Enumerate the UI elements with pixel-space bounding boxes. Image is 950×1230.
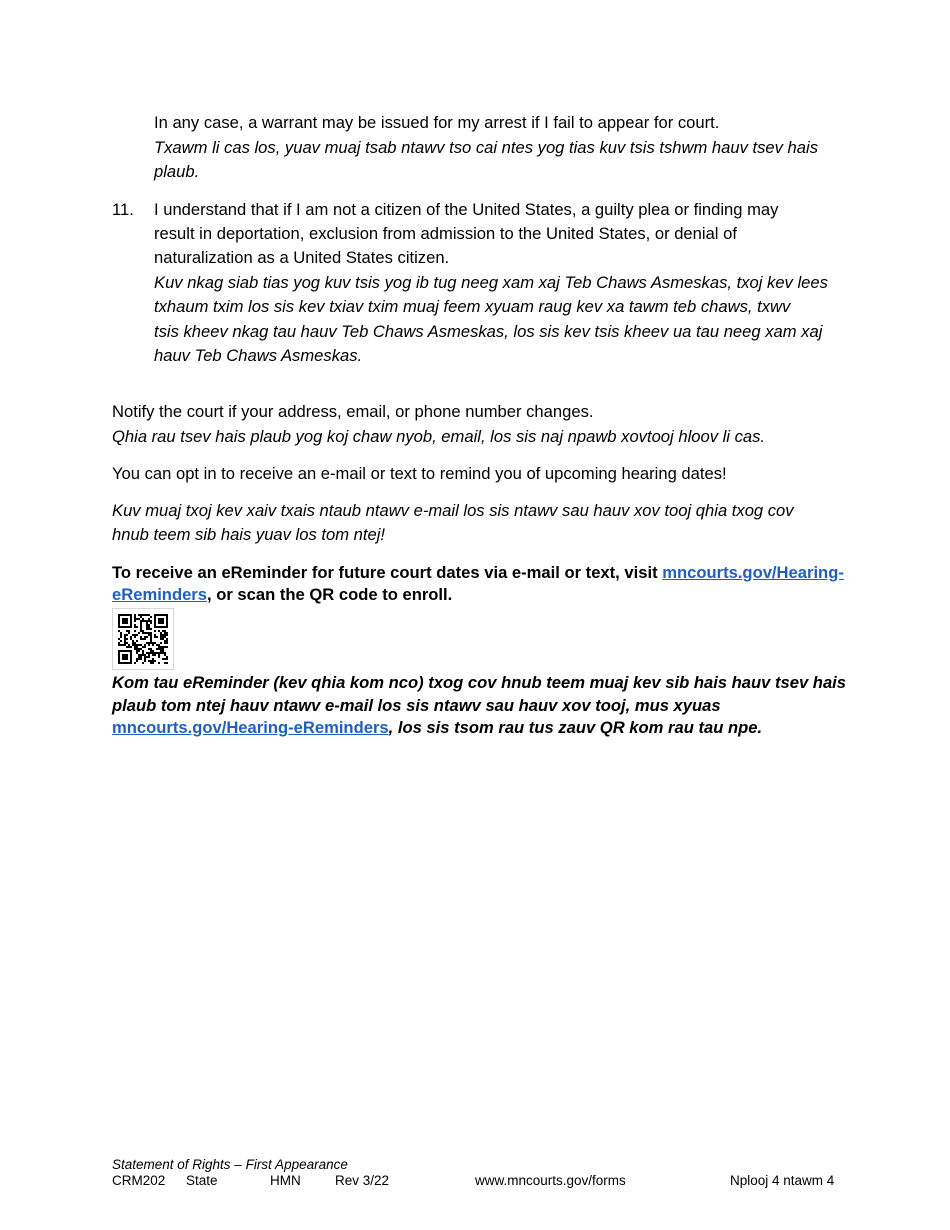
optin-hmong-line: hnub teem sib hais yuav los tom ntej!	[112, 525, 386, 544]
footer-language: HMN	[270, 1173, 301, 1188]
footer-state: State	[186, 1173, 218, 1188]
item11-hmong-line: txhaum txim los sis kev txiav txim muaj feem xyuam raug kev xa tawm teb chaws, txwv	[154, 297, 791, 316]
item11-hmong-line: Kuv nkag siab tias yog kuv tsis yog ib tug neeg xam xaj Teb Chaws Asmeskas, txoj kev lees	[154, 273, 828, 292]
item11-english-line: naturalization as a United States citizen.	[154, 248, 450, 267]
hearing-ereminders-link-hmong[interactable]: mncourts.gov/Hearing-eReminders	[112, 718, 389, 737]
item11-english-line: I understand that if I am not a citizen of the United States, a guilty plea or finding may	[154, 200, 779, 219]
ereminder-english-line2	[112, 583, 452, 608]
ereminder-hmong-line: Kom tau eReminder (kev qhia kom nco) txog cov hnub teem muaj kev sib hais hauv tsev hais	[112, 673, 847, 692]
continuation-english: In any case, a warrant may be issued for my arrest if I fail to appear for court.	[154, 113, 720, 132]
qr-code-graphic	[113, 609, 173, 669]
footer-page-number: Nplooj 4 ntawm 4	[730, 1173, 835, 1188]
hearing-ereminders-link[interactable]: mncourts.gov/Hearing-	[662, 563, 844, 582]
ereminder-hmong-line3	[112, 716, 762, 741]
item11-english-line: result in deportation, exclusion from admission to the United States, or denial of	[154, 224, 737, 243]
notify-english: Notify the court if your address, email, or phone number changes.	[112, 402, 594, 421]
ereminder-english-line1	[112, 561, 844, 586]
continuation-hmong-line: Txawm li cas los, yuav muaj tsab ntawv tso cai ntes yog tias kuv tsis tshwm hauv tsev hais	[154, 138, 819, 157]
ereminder-english-prefix: To receive an eReminder for future court dates via e-mail or text, visit	[112, 563, 663, 582]
hearing-ereminders-link-continued[interactable]: eReminders	[112, 585, 207, 604]
footer-form-number: CRM202	[112, 1173, 166, 1188]
footer-title: Statement of Rights – First Appearance	[112, 1157, 348, 1172]
qr-code-icon[interactable]	[112, 608, 174, 670]
notify-hmong: Qhia rau tsev hais plaub yog koj chaw nyob, email, los sis naj npawb xovtooj hloov li cas.	[112, 427, 766, 446]
ereminder-english-suffix: , or scan the QR code to enroll.	[207, 585, 453, 604]
ereminder-hmong-suffix: , los sis tsom rau tus zauv QR kom rau tau npe.	[388, 718, 763, 737]
continuation-hmong-line: plaub.	[154, 162, 200, 181]
item11-hmong-line: hauv Teb Chaws Asmeskas.	[154, 346, 363, 365]
optin-english: You can opt in to receive an e-mail or text to remind you of upcoming hearing dates!	[112, 464, 727, 483]
item-number: 11.	[112, 200, 134, 219]
ereminder-hmong-line: plaub tom ntej hauv ntawv e-mail los sis ntawv sau hauv xov tooj, mus xyuas	[112, 696, 721, 715]
item11-hmong-line: tsis kheev nkag tau hauv Teb Chaws Asmeskas, los sis kev tsis kheev ua tau neeg xam xaj	[154, 322, 823, 341]
footer-url[interactable]: www.mncourts.gov/forms	[475, 1173, 626, 1188]
footer-revision: Rev 3/22	[335, 1173, 390, 1188]
optin-hmong-line: Kuv muaj txoj kev xaiv txais ntaub ntawv e-mail los sis ntawv sau hauv xov tooj qhia txog cov	[112, 501, 794, 520]
